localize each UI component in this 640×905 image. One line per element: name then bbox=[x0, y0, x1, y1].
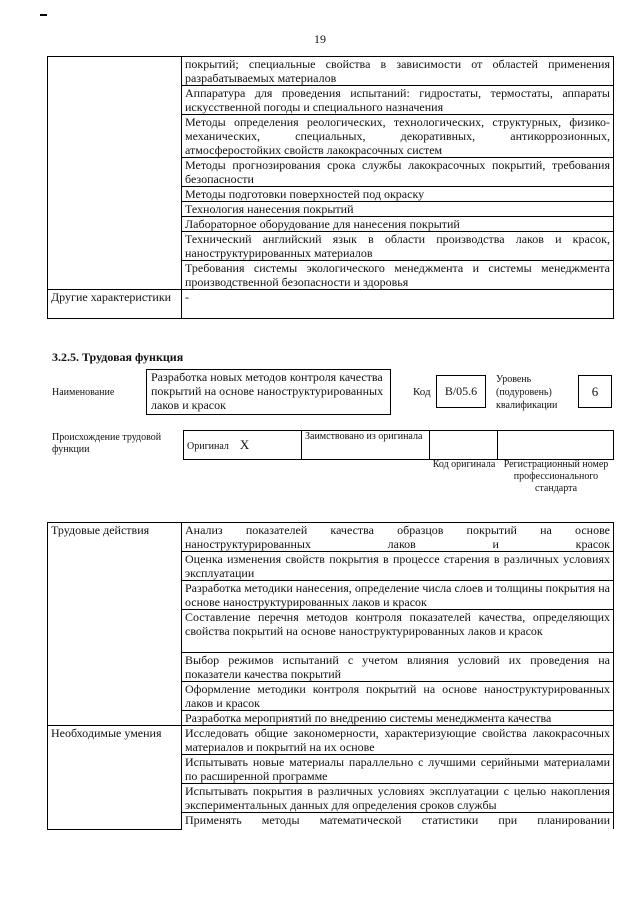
action-item: Выбор режимов испытаний с учетом влияния условий их проведения на показатели качества покрытий bbox=[182, 653, 614, 682]
knowledge-item: Требования системы экологического менеджмента и системы менеджмента производственной безопасности и здоровья bbox=[182, 261, 614, 290]
skill-item: Применять методы математической статистики при планировании bbox=[182, 813, 614, 830]
action-item bbox=[182, 523, 614, 552]
name-label: Наименование bbox=[52, 387, 115, 398]
actions-label: Трудовые действия bbox=[48, 523, 182, 726]
action-item: Оформление методики контроля покрытий на основе наноструктурированных лаков и красок bbox=[182, 682, 614, 711]
skill-item: Испытывать новые материалы параллельно с лучшими серийными материалами по расширенной программе bbox=[182, 755, 614, 784]
skill-item: Исследовать общие закономерности, характеризующие свойства лакокрасочных материалов и покрытий на их основе bbox=[182, 726, 614, 755]
code-original-cell bbox=[430, 431, 498, 460]
original-label: Оригинал bbox=[187, 440, 229, 452]
function-name-value: Разработка новых методов контроля качества покрытий на основе наноструктурированных лаков и красок bbox=[151, 370, 384, 412]
action-item: Составление перечня методов контроля показателей качества, определяющих свойства покрытий на основе наноструктурированных лаков и красок bbox=[182, 610, 614, 653]
function-name-box bbox=[146, 369, 391, 415]
corner-mark bbox=[40, 14, 47, 16]
borrowed-label: Заимствовано из оригинала bbox=[302, 431, 430, 460]
section-heading: 3.2.5. Трудовая функция bbox=[52, 350, 184, 364]
code-value-box bbox=[436, 375, 486, 408]
code-value: B/05.6 bbox=[444, 384, 478, 398]
action-item: Разработка мероприятий по внедрению системы менеджмента качества bbox=[182, 711, 614, 726]
level-value-box bbox=[578, 375, 612, 408]
other-characteristics-value: - bbox=[182, 290, 614, 319]
knowledge-item: Методы определения реологических, технологических, структурных, физико-механических, специальных, декоративных, антикоррозионных, атмосферостойких свойств лакокрасочных систем bbox=[182, 115, 614, 158]
knowledge-item: покрытий; специальные свойства в зависимости от областей применения разрабатываемых материалов bbox=[182, 57, 614, 86]
knowledge-label-cell bbox=[48, 57, 182, 290]
knowledge-item: Технический английский язык в области производства лаков и красок, наноструктурированных материалов bbox=[182, 232, 614, 261]
reg-number-caption: Регистрационный номер профессионального стандарта bbox=[503, 459, 609, 494]
original-mark: X bbox=[239, 436, 250, 452]
action-item: Разработка методики нанесения, определение числа слоев и толщины покрытия на основе наноструктурированных лаков и красок bbox=[182, 581, 614, 610]
skill-item: Испытывать покрытия в различных условиях эксплуатации с целью накопления экспериментальных данных для определения сроков службы bbox=[182, 784, 614, 813]
other-characteristics-label: Другие характеристики bbox=[48, 290, 182, 319]
level-value: 6 bbox=[591, 384, 599, 399]
code-original-caption: Код оригинала bbox=[432, 459, 496, 470]
level-label: Уровень (подуровень) квалификации bbox=[496, 374, 558, 411]
knowledge-item: Лабораторное оборудование для нанесения покрытий bbox=[182, 217, 614, 232]
skills-label: Необходимые умения bbox=[48, 726, 182, 830]
action-text: Анализ показателей качества образцов покрытий на основе наноструктурированных лаков и красок bbox=[185, 523, 610, 551]
knowledge-item: Аппаратура для проведения испытаний: гидростаты, термостаты, аппараты искусственной погоды и специального назначения bbox=[182, 86, 614, 115]
main-table bbox=[47, 522, 614, 830]
origin-table bbox=[183, 430, 614, 460]
code-label: Код bbox=[413, 386, 431, 398]
knowledge-item: Методы подготовки поверхностей под окраску bbox=[182, 187, 614, 202]
knowledge-item: Технология нанесения покрытий bbox=[182, 202, 614, 217]
knowledge-item: Методы прогнозирования срока службы лакокрасочных покрытий, требования безопасности bbox=[182, 158, 614, 187]
page-number: 19 bbox=[314, 32, 326, 46]
origin-label: Происхождение трудовой функции bbox=[52, 432, 162, 455]
knowledge-table bbox=[47, 56, 614, 319]
original-cell bbox=[184, 431, 302, 460]
action-item: Оценка изменения свойств покрытия в процессе старения в различных условиях эксплуатации bbox=[182, 552, 614, 581]
reg-number-cell bbox=[498, 431, 614, 460]
